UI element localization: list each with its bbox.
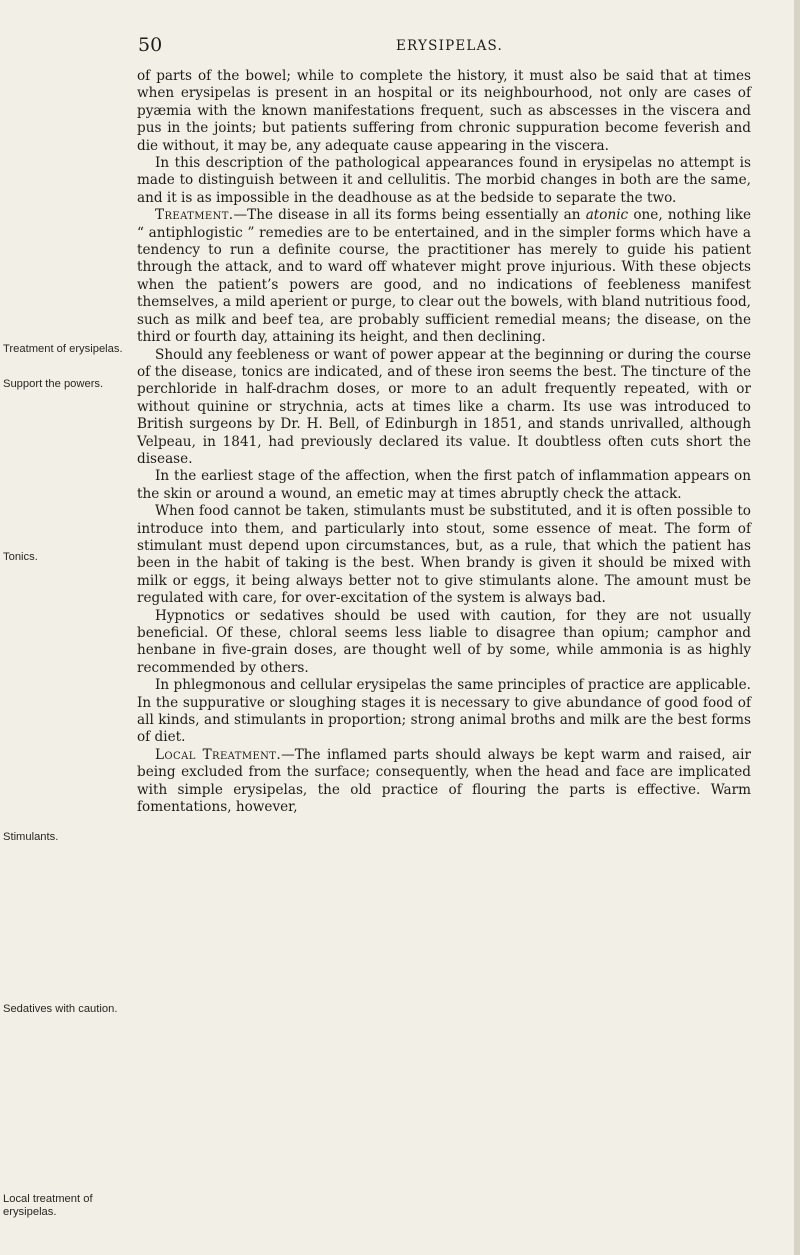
paragraph: Hypnotics or sedatives should be used with caution, for they are not usually beneficial. Of these, chloral seems less liable to disagree than opium; camphor and henbane in five-grain doses, are thought well of by some, while ammonia is as highly recommended by others. xyxy=(137,607,751,676)
margin-note-local-treatment: Local treatment of erysipelas. xyxy=(3,1193,93,1219)
page-header xyxy=(138,34,748,58)
body-text xyxy=(137,68,751,816)
section-heading: Local Treatment. xyxy=(155,746,282,763)
paragraph: Should any feebleness or want of power appear at the beginning or during the course of the disease, tonics are indicated, and of these iron seems the best. The tincture of the perchloride in half-drachm doses, or more to an adult frequently repeated, with or without quinine or strychnia, acts at times like a charm. Its use was introduced to British surgeons by Dr. H. Bell, of Edinburgh in 1851, and stands unrivalled, although Velpeau, in 1841, had previously declared its value. It doubtless often cuts short the disease. xyxy=(137,346,751,467)
page-number: 50 xyxy=(138,34,163,56)
paragraph: In phlegmonous and cellular erysipelas the same principles of practice are applicable. In the suppurative or sloughing stages it is necessary to give abundance of good food of all kinds, and stimulants in proportion; strong animal broths and milk are the best forms of diet. xyxy=(137,677,751,746)
margin-note-support-powers: Support the powers. xyxy=(3,378,104,390)
section-heading: Treatment. xyxy=(155,207,234,224)
paragraph: In this description of the pathological appearances found in erysipelas no attempt is made to distinguish between it and cellulitis. The morbid changes in both are the same, and it is as impossible in the deadhouse as at the bedside to separate the two. xyxy=(137,155,751,206)
paragraph: of parts of the bowel; while to complete the history, it must also be said that at times when erysipelas is present in an hospital or its neighbourhood, not only are cases of pyæmia with the known manifestations frequent, such as abscesses in the viscera and pus in the joints; but patients suffering from chronic suppuration become feverish and die without, it may be, any adequate cause appearing in the viscera. xyxy=(137,68,751,154)
paragraph: In the earliest stage of the affection, when the first patch of inflammation appears on the skin or around a wound, an emetic may at times abruptly check the attack. xyxy=(137,468,751,502)
paragraph: Local Treatment.—The inflamed parts should always be kept warm and raised, air being excluded from the surface; consequently, when the head and face are implicated with simple erysipelas, the old practice of flouring the parts is effective. Warm fomentations, however, xyxy=(137,746,751,816)
margin-note-tonics: Tonics. xyxy=(3,551,38,563)
paragraph: Treatment.—The disease in all its forms being essentially an atonic one, nothing like “ antiphlogistic ” remedies are to be entertained, and in the simpler forms which have a tendency to run a definite course, the practitioner has merely to guide his patient through the attack, and to ward off whatever might prove injurious. With these objects when the patient’s powers are good, and no indications of feebleness manifest themselves, a mild aperient or purge, to clear out the bowels, with bland nutritious food, such as milk and beef tea, are probably sufficient remedial means; the disease, on the third or fourth day, attaining its height, and then declining. xyxy=(137,207,752,346)
margin-note-stimulants: Stimulants. xyxy=(3,831,59,843)
running-title: ERYSIPELAS. xyxy=(396,38,504,54)
margin-note-sedatives: Sedatives with caution. xyxy=(3,1003,118,1015)
page-edge xyxy=(794,0,800,1255)
emphasis: atonic xyxy=(585,207,629,224)
margin-note-treatment: Treatment of erysipelas. xyxy=(3,343,123,355)
paragraph: When food cannot be taken, stimulants must be substituted, and it is often possible to introduce into them, and particularly into stout, some essence of meat. The form of stimulant must depend upon circumstances, but, as a rule, that which the patient has been in the habit of taking is the best. When brandy is given it should be mixed with milk or eggs, it being always better not to give stimulants alone. The amount must be regulated with care, for over-excitation of the system is always bad. xyxy=(137,503,751,607)
